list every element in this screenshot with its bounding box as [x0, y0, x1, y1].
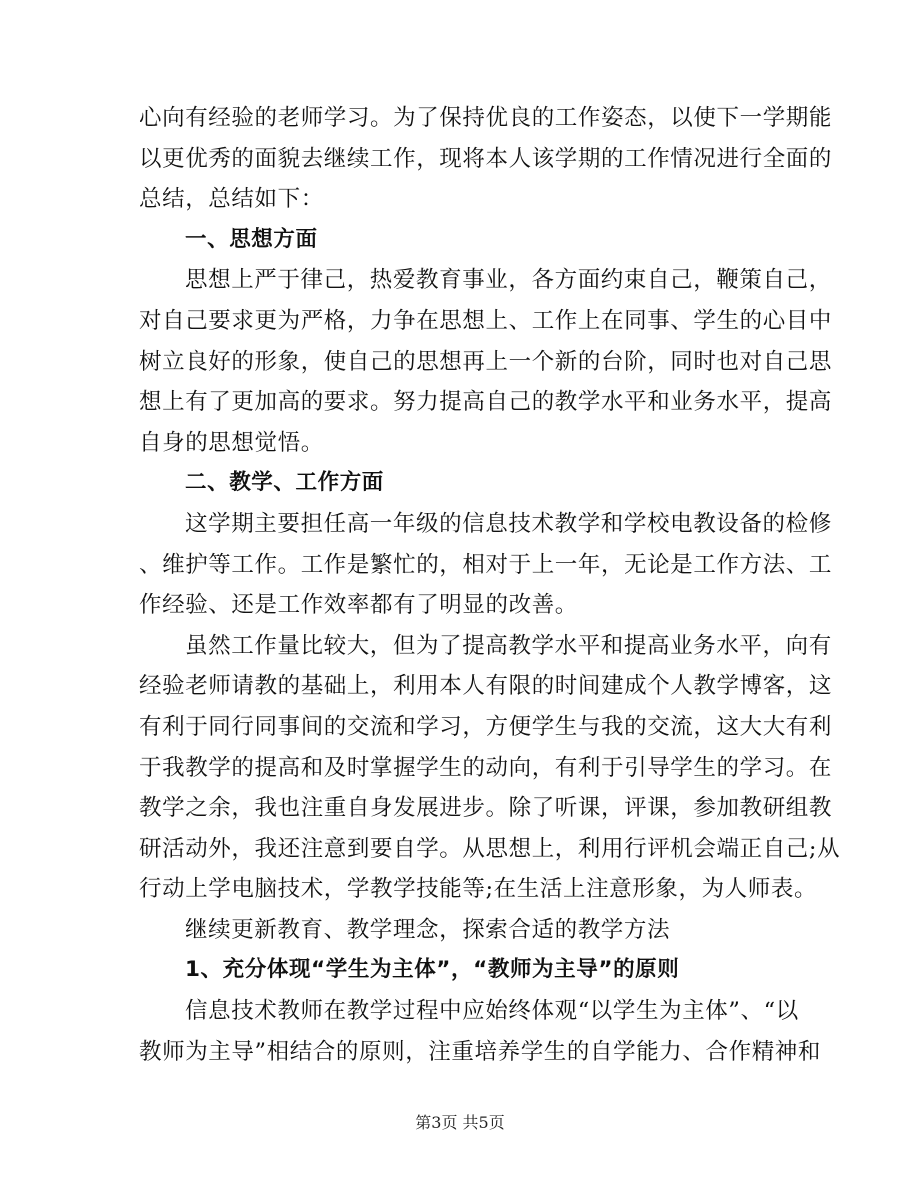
section-heading-teaching: 二、教学、工作方面 [185, 470, 384, 496]
text-line: 教师为主导”相结合的原则，注重培养学生的自学能力、合作精神和 [139, 1038, 822, 1065]
text-line: 于我教学的提高和及时掌握学生的动向，有利于引导学生的学习。在 [139, 754, 833, 781]
text-line: 树立良好的形象，使自己的思想再上一个新的台阶，同时也对自己思 [139, 348, 833, 375]
page-number: 第3页 共5页 [415, 1113, 505, 1132]
text-line: 虽然工作量比较大，但为了提高教学水平和提高业务水平，向有 [185, 632, 832, 659]
text-line: 研活动外，我还注意到要自学。从思想上，利用行评机会端正自己;从 [139, 835, 841, 862]
text-line: 想上有了更加高的要求。努力提高自己的教学水平和业务水平，提高 [139, 389, 833, 416]
text-line: 信息技术教师在教学过程中应始终体观“以学生为主体”、“以 [185, 998, 799, 1025]
text-line: 自身的思想觉悟。 [139, 429, 324, 456]
text-line: 、维护等工作。工作是繁忙的，相对于上一年，无论是工作方法、工 [139, 551, 833, 578]
section-heading-thought: 一、思想方面 [185, 226, 318, 252]
text-line: 作经验、还是工作效率都有了明显的改善。 [139, 592, 578, 619]
text-line: 继续更新教育、教学理念，探索合适的教学方法 [185, 916, 671, 943]
text-line: 有利于同行同事间的交流和学习，方便学生与我的交流，这大大有利 [139, 713, 833, 740]
text-line: 心向有经验的老师学习。为了保持优良的工作姿态，以使下一学期能 [139, 105, 833, 131]
text-line: 教学之余，我也注重自身发展进步。除了听课，评课，参加教研组教 [139, 795, 833, 822]
text-line: 行动上学电脑技术，学教学技能等;在生活上注意形象，为人师表。 [139, 876, 818, 903]
text-line: 总结，总结如下： [139, 186, 324, 213]
text-line: 以更优秀的面貌去继续工作，现将本人该学期的工作情况进行全面的 [139, 145, 833, 172]
text-line: 思想上严于律己，热爱教育事业，各方面约束自己，鞭策自己， [185, 267, 832, 294]
text-line: 对自己要求更为严格，力争在思想上、工作上在同事、学生的心目中 [139, 307, 833, 334]
document-body [139, 98, 841, 1072]
text-line: 这学期主要担任高一年级的信息技术教学和学校电教设备的检修 [185, 510, 832, 537]
text-line: 经验老师请教的基础上，利用本人有限的时间建成个人教学博客，这 [139, 673, 833, 700]
subsection-heading-principle: 1、充分体现“学生为主体”，“教师为主导”的原则 [185, 957, 680, 983]
